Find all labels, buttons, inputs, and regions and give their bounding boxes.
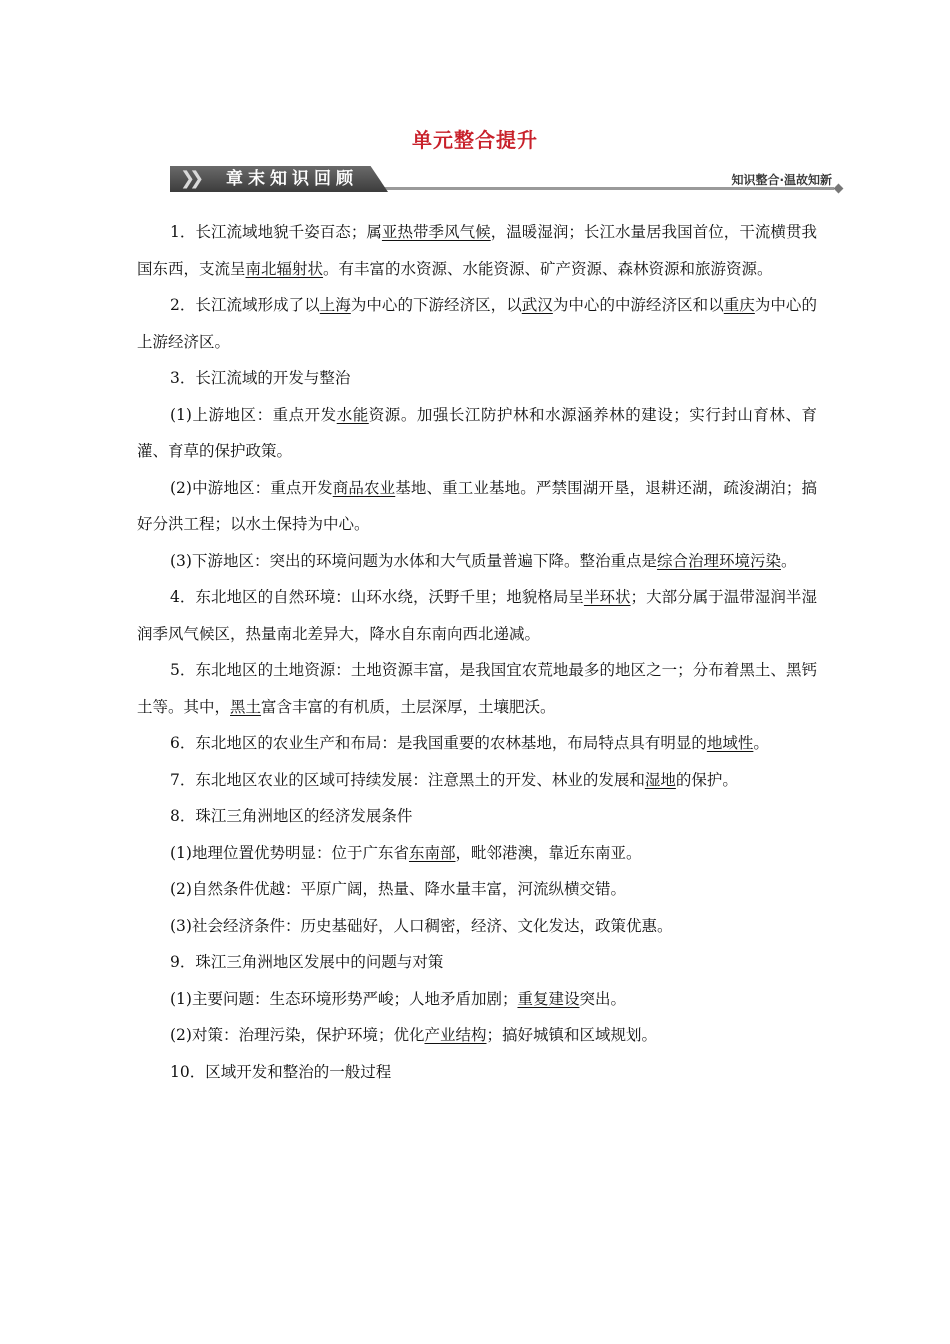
paragraph-text: 9．珠江三角洲地区发展中的问题与对策: [170, 953, 444, 971]
paragraph-text: ，温暖湿润；长江水量居我国首位，干流横贯我国东西，支流呈: [137, 223, 817, 278]
paragraph: [137, 543, 817, 580]
paragraph-text: 3．长江流域的开发与整治: [170, 369, 351, 387]
paragraph-text: (2)对策：治理污染，保护环境；优化: [170, 1026, 425, 1044]
paragraph: [137, 1017, 817, 1054]
diamond-icon: [834, 184, 844, 194]
paragraph-text: 。: [780, 551, 797, 570]
document-body: [137, 214, 817, 1090]
answer-blank: 武汉: [521, 296, 553, 314]
answer-blank: 南北辐射状: [245, 259, 324, 278]
answer-blank: 湿地: [644, 770, 676, 789]
paragraph: [137, 762, 817, 799]
answer-blank: 地域性: [706, 734, 754, 752]
paragraph-text: ；搞好城镇和区域规划。: [486, 1026, 657, 1044]
paragraph-text: (2)中游地区：重点开发: [170, 478, 333, 497]
paragraph-text: 突出。: [579, 989, 626, 1008]
answer-blank: 综合治理环境污染: [656, 551, 781, 570]
paragraph-text: (1)地理位置优势明显：位于广东省: [170, 843, 409, 862]
paragraph: [137, 944, 817, 981]
paragraph: [137, 214, 817, 287]
paragraph-text: (2)自然条件优越：平原广阔，热量、降水量丰富，河流纵横交错。: [170, 880, 626, 898]
paragraph-text: 的保护。: [675, 770, 738, 789]
answer-blank: 亚热带季风气候: [381, 223, 491, 241]
paragraph-text: (1)主要问题：生态环境形势严峻；人地矛盾加剧；: [170, 989, 518, 1008]
paragraph-text: 。有丰富的水资源、水能资源、矿产资源、森林资源和旅游资源。: [323, 259, 773, 278]
paragraph: [137, 908, 817, 945]
paragraph-text: 为中心的下游经济区，以: [350, 296, 522, 314]
paragraph-text: 10．区域开发和整治的一般过程: [170, 1062, 392, 1081]
answer-blank: 商品农业: [332, 478, 396, 497]
paragraph-text: ，毗邻港澳，靠近东南亚。: [455, 843, 642, 862]
paragraph-text: 4．东北地区的自然环境：山环水绕，沃野千里；地貌格局呈: [170, 588, 584, 606]
paragraph: [137, 652, 817, 725]
answer-blank: 重复建设: [517, 989, 580, 1008]
paragraph: [137, 470, 817, 543]
paragraph-text: 1．长江流域地貌千姿百态；属: [170, 223, 382, 241]
paragraph-text: 为中心的中游经济区和以: [552, 296, 724, 314]
paragraph: [137, 798, 817, 835]
answer-blank: 黑土: [230, 697, 262, 716]
paragraph-text: 5．东北地区的土地资源：土地资源丰富，是我国宜农荒地最多的地区之一；分布着黑土、黑钙土等。其中，: [137, 661, 817, 716]
paragraph: [137, 579, 817, 652]
paragraph: [137, 360, 817, 397]
double-chevron-right-icon: ❯❯: [180, 168, 199, 189]
paragraph: [137, 725, 817, 762]
paragraph-text: 富含丰富的有机质，土层深厚，土壤肥沃。: [261, 697, 556, 716]
paragraph-text: 6．东北地区的农业生产和布局：是我国重要的农林基地，布局特点具有明显的: [170, 734, 707, 752]
paragraph-text: 基地、重工业基地。严禁围湖开垦，退耕还湖，疏浚湖泊；搞好分洪工程；以水土保持为中心。: [137, 478, 817, 533]
banner-subtitle: 知识整合·温故知新: [731, 173, 832, 187]
answer-blank: 半环状: [583, 588, 631, 606]
paragraph: [137, 397, 817, 470]
answer-blank: 重庆: [723, 296, 755, 314]
paragraph: [137, 871, 817, 908]
section-banner: [170, 166, 842, 192]
paragraph-text: 。: [753, 734, 769, 752]
paragraph: [137, 287, 817, 360]
answer-blank: 产业结构: [424, 1026, 487, 1044]
paragraph-text: 8．珠江三角洲地区的经济发展条件: [170, 807, 413, 825]
paragraph-text: 2．长江流域形成了以: [170, 296, 320, 314]
banner-label: 章末知识回顾: [226, 169, 358, 189]
page-title: 单元整合提升: [412, 128, 538, 152]
paragraph: [137, 981, 817, 1018]
paragraph-text: (1)上游地区：重点开发: [170, 405, 337, 424]
paragraph: [137, 835, 817, 872]
answer-blank: 水能: [336, 405, 369, 424]
paragraph-text: ；大部分属于温带湿润半湿润季风气候区，热量南北差异大，降水自东南向西北递减。: [137, 588, 817, 643]
paragraph-text: 资源。加强长江防护林和水源涵养林的建设；实行封山育林、育灌、育草的保护政策。: [137, 405, 817, 460]
paragraph-text: (3)下游地区：突出的环境问题为水体和大气质量普遍下降。整治重点是: [170, 551, 657, 570]
answer-blank: 东南部: [408, 843, 456, 862]
paragraph: [137, 1054, 817, 1091]
paragraph-text: (3)社会经济条件：历史基础好，人口稠密，经济、文化发达，政策优惠。: [170, 916, 673, 935]
paragraph-text: 7．东北地区农业的区域可持续发展：注意黑土的开发、林业的发展和: [170, 770, 645, 789]
paragraph-text: 为中心的上游经济区。: [137, 296, 817, 351]
answer-blank: 上海: [319, 296, 351, 314]
